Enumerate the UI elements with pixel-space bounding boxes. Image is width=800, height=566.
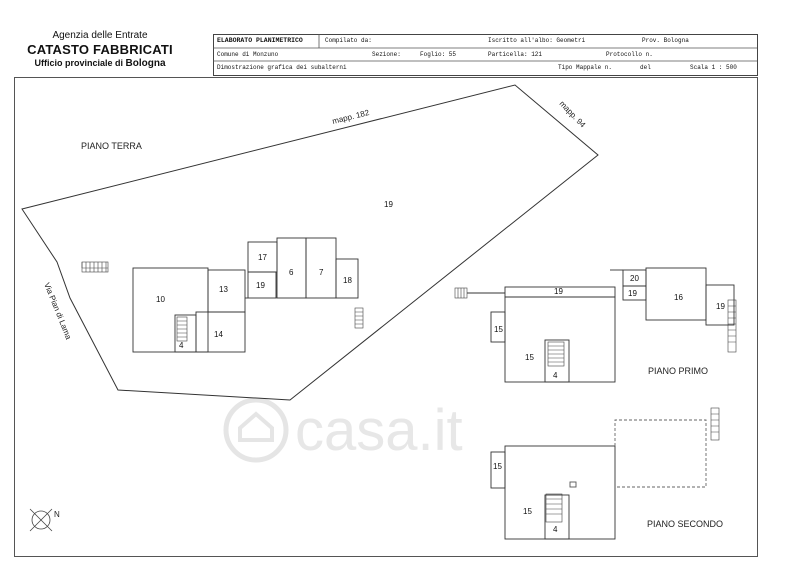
stair-g xyxy=(711,408,719,440)
room-19-first: 19 xyxy=(628,289,637,298)
room-13: 13 xyxy=(219,285,228,294)
room-15-second-side: 15 xyxy=(493,462,502,471)
compiled-by: Compilato da: xyxy=(325,37,372,44)
room-14: 14 xyxy=(214,330,223,339)
ground-floor-units xyxy=(133,238,358,352)
sezione: Sezione: xyxy=(372,51,401,58)
floor-title-primo: PIANO PRIMO xyxy=(648,366,709,376)
scale: Scala 1 : 500 xyxy=(690,64,737,71)
room-17: 17 xyxy=(258,253,267,262)
room-4-first: 4 xyxy=(553,371,558,380)
del-label: del xyxy=(640,64,651,71)
watermark-icon xyxy=(226,400,286,460)
street-label: Via Pian di Lama xyxy=(42,281,74,341)
registered: Iscritto all'albo: Geometri xyxy=(488,37,586,44)
room-19-ground: 19 xyxy=(256,281,265,290)
registry-title: CATASTO FABBRICATI xyxy=(27,42,173,57)
terrace-outline xyxy=(615,420,706,487)
agency-name: Agenzia delle Entrate xyxy=(52,30,148,41)
room-15-first: 15 xyxy=(525,353,534,362)
north-mark: N xyxy=(54,510,60,519)
first-floor-units xyxy=(467,268,734,382)
stair-e xyxy=(548,342,564,366)
stair-a xyxy=(82,262,108,272)
room-15-second: 15 xyxy=(523,507,532,516)
province: Prov. Bologna xyxy=(642,37,689,44)
room-4-ground: 4 xyxy=(179,341,184,350)
doc-type: ELABORATO PLANIMETRICO xyxy=(217,37,303,44)
unit-10 xyxy=(133,268,208,352)
room-19-right: 19 xyxy=(716,302,725,311)
particella: Particella: 121 xyxy=(488,51,543,58)
protocollo: Protocollo n. xyxy=(606,51,653,58)
room-7: 7 xyxy=(319,268,324,277)
room-18: 18 xyxy=(343,276,352,285)
unit-15-second xyxy=(505,446,615,539)
north-arrow-icon xyxy=(30,509,52,531)
room-4-second: 4 xyxy=(553,525,558,534)
tipo-mappale: Tipo Mappale n. xyxy=(558,64,613,71)
stair-f xyxy=(728,300,736,352)
office-label: Ufficio provinciale di xyxy=(34,58,123,68)
office-city: Bologna xyxy=(125,58,166,69)
stair-symbols xyxy=(82,262,736,522)
lot-boundary xyxy=(22,85,598,400)
stair-c xyxy=(355,308,363,328)
unit-15-first xyxy=(505,297,615,382)
foglio: Foglio: 55 xyxy=(420,51,457,58)
floor-title-secondo: PIANO SECONDO xyxy=(647,519,724,529)
room-20: 20 xyxy=(630,274,639,283)
dimostrazione: Dimostrazione grafica dei subalterni xyxy=(217,64,347,71)
mapp-94-label: mapp. 94 xyxy=(557,99,588,130)
stair-d xyxy=(455,288,467,298)
room-16: 16 xyxy=(674,293,683,302)
mapp-182-label: mapp. 182 xyxy=(331,108,371,126)
room-6: 6 xyxy=(289,268,294,277)
lot-number: 19 xyxy=(384,200,393,209)
comune: Comune di Monzuno xyxy=(217,51,279,58)
room-19-corridor: 19 xyxy=(554,287,563,296)
room-10: 10 xyxy=(156,295,165,304)
stair-h xyxy=(546,494,562,522)
watermark-text: casa.it xyxy=(295,398,463,463)
floor-title-terra: PIANO TERRA xyxy=(81,141,142,151)
stair-b xyxy=(177,317,187,341)
room-15-side: 15 xyxy=(494,325,503,334)
